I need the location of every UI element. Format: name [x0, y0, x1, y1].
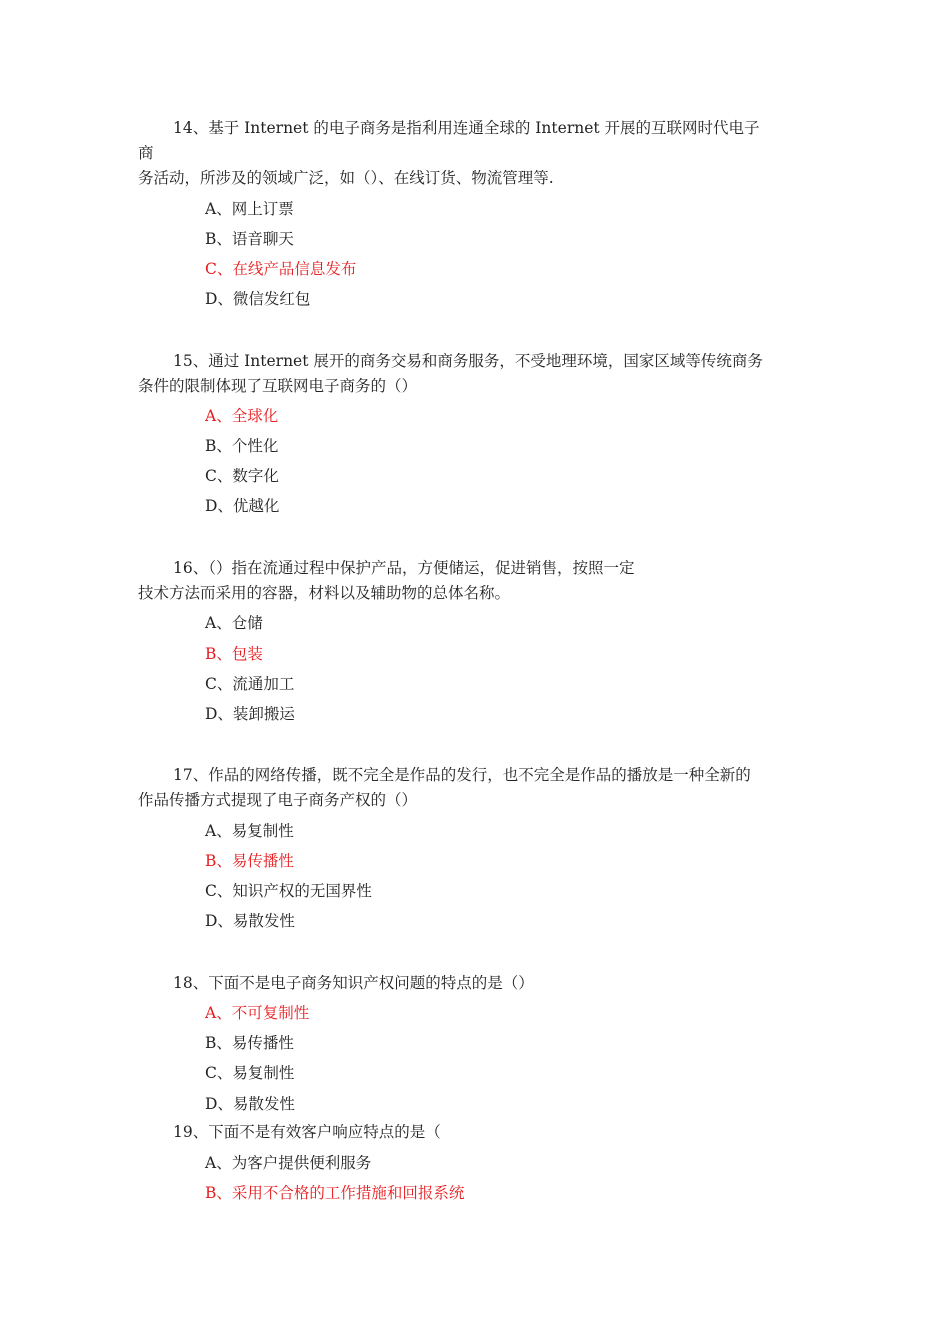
question-14-option-a: A、网上订票 — [205, 200, 294, 218]
question-17-line-2: 作品传播方式提现了电子商务产权的（） — [138, 791, 418, 809]
question-14-line-1: 14、基于 Internet 的电子商务是指利用连通全球的 Internet 开展的互联网时代电子 — [173, 119, 760, 137]
question-14-line-3: 务活动，所涉及的领域广泛，如（）、在线订货、物流管理等. — [138, 169, 554, 187]
question-18-option-d: D、易散发性 — [205, 1095, 295, 1113]
question-18-option-c: C、易复制性 — [205, 1064, 295, 1082]
question-17-option-b-correct: B、易传播性 — [205, 852, 294, 870]
question-15-option-a-correct: A、全球化 — [205, 407, 279, 425]
question-19-option-b-correct: B、采用不合格的工作措施和回报系统 — [205, 1184, 465, 1202]
question-14-option-b: B、语音聊天 — [205, 230, 294, 248]
question-19-option-a: A、为客户提供便利服务 — [205, 1154, 372, 1172]
question-15-line-1: 15、通过 Internet 展开的商务交易和商务服务，不受地理环境，国家区域等传统商务 — [173, 352, 763, 370]
question-18-option-b: B、易传播性 — [205, 1034, 294, 1052]
question-17-option-a: A、易复制性 — [205, 822, 294, 840]
question-16-option-c: C、流通加工 — [205, 675, 295, 693]
question-18-line-1: 18、下面不是电子商务知识产权问题的特点的是（） — [173, 974, 534, 992]
question-17-line-1: 17、作品的网络传播，既不完全是作品的发行，也不完全是作品的播放是一种全新的 — [173, 766, 751, 784]
question-15-line-2: 条件的限制体现了互联网电子商务的（） — [138, 377, 418, 395]
question-14-option-c-correct: C、在线产品信息发布 — [205, 260, 357, 278]
question-16-line-2: 技术方法而采用的容器，材料以及辅助物的总体名称。 — [138, 584, 511, 602]
question-16-option-b-correct: B、包装 — [205, 645, 263, 663]
question-18-option-a-correct: A、不可复制性 — [205, 1004, 310, 1022]
question-16-line-1: 16、（）指在流通过程中保护产品，方便储运，促进销售，按照一定 — [173, 559, 635, 577]
question-17-option-c: C、知识产权的无国界性 — [205, 882, 372, 900]
question-15-option-c: C、数字化 — [205, 467, 279, 485]
question-15-option-d: D、优越化 — [205, 497, 280, 515]
question-15-option-b: B、个性化 — [205, 437, 279, 455]
question-17-option-d: D、易散发性 — [205, 912, 295, 930]
question-16-option-a: A、仓储 — [205, 614, 263, 632]
question-14-option-d: D、微信发红包 — [205, 290, 311, 308]
question-14-line-2: 商 — [138, 144, 154, 162]
question-16-option-d: D、装卸搬运 — [205, 705, 295, 723]
question-19-line-1: 19、下面不是有效客户响应特点的是（ — [173, 1123, 441, 1141]
